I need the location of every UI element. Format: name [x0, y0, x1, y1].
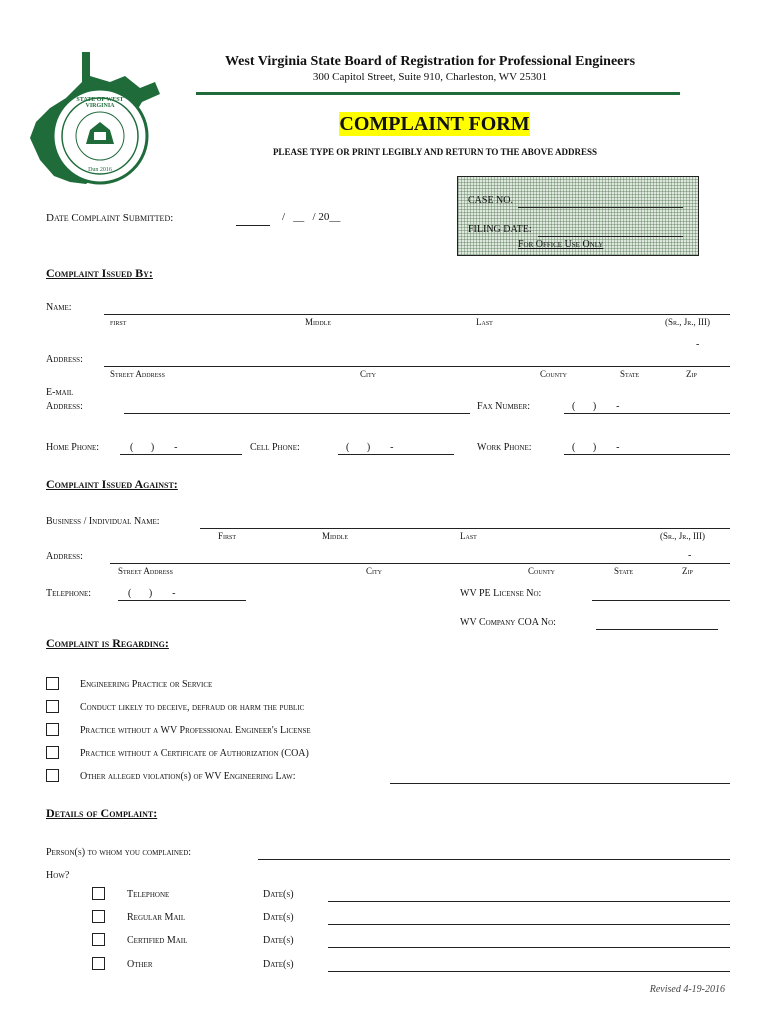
against-state-sub: State: [614, 566, 634, 576]
office-use-label: For Office Use Only: [518, 239, 604, 250]
email-line[interactable]: [124, 413, 470, 414]
against-city-sub: City: [366, 566, 382, 576]
fax-label: Fax Number:: [477, 401, 531, 412]
regarding-checkbox-coa[interactable]: [46, 746, 59, 759]
method-certified-mail: Certified Mail: [127, 935, 188, 946]
against-middle-sub: Middle: [322, 531, 348, 541]
dates-line-certified-mail[interactable]: [328, 947, 730, 948]
home-phone-line[interactable]: [120, 454, 242, 455]
name-first-sub: first: [110, 317, 127, 327]
persons-label: Person(s) to whom you complained:: [46, 847, 192, 858]
work-phone-format: ( ) -: [572, 442, 620, 453]
dates-line-other[interactable]: [328, 971, 730, 972]
name-line[interactable]: [104, 314, 730, 315]
method-checkbox-other[interactable]: [92, 957, 105, 970]
coa-label: WV Company COA No:: [460, 617, 556, 628]
regarding-option-other: Other alleged violation(s) of WV Engineering Law:: [80, 771, 296, 782]
how-label: How?: [46, 870, 70, 881]
office-use-box: [457, 176, 699, 256]
dates-label-certified-mail: Date(s): [263, 935, 294, 946]
email-label-1: E-mail: [46, 387, 74, 398]
regarding-checkbox-other[interactable]: [46, 769, 59, 782]
dates-line-regular-mail[interactable]: [328, 924, 730, 925]
address-label: Address:: [46, 354, 83, 365]
date-month-line[interactable]: [236, 225, 270, 226]
regarding-option-conduct: Conduct likely to deceive, defraud or harm the public: [80, 702, 305, 713]
coa-line[interactable]: [596, 629, 718, 630]
case-no-label: CASE NO.: [468, 195, 514, 206]
address-street-sub: Street Address: [110, 369, 165, 379]
email-label-2: Address:: [46, 401, 83, 412]
issued-against-heading: Complaint Issued Against:: [46, 477, 178, 491]
header-rule: [196, 92, 680, 95]
against-dash: -: [688, 550, 692, 561]
regarding-heading: Complaint is Regarding:: [46, 636, 169, 650]
address-zip-sub: Zip: [686, 369, 697, 379]
telephone-label: Telephone:: [46, 588, 92, 599]
case-no-line[interactable]: [518, 207, 683, 208]
name-dash: -: [696, 339, 700, 350]
seal-text: STATE OF WEST VIRGINIA: [76, 97, 124, 109]
address-county-sub: County: [540, 369, 567, 379]
regarding-option-engineering: Engineering Practice or Service: [80, 679, 213, 690]
home-phone-label: Home Phone:: [46, 442, 100, 453]
address-state-sub: State: [620, 369, 640, 379]
name-suffix-sub: (Sr., Jr., III): [665, 317, 710, 327]
method-other: Other: [127, 959, 153, 970]
cell-phone-line[interactable]: [338, 454, 454, 455]
regarding-checkbox-pe-license[interactable]: [46, 723, 59, 736]
persons-line[interactable]: [258, 859, 730, 860]
against-suffix-sub: (Sr., Jr., III): [660, 531, 705, 541]
regarding-checkbox-conduct[interactable]: [46, 700, 59, 713]
dates-label-other: Date(s): [263, 959, 294, 970]
fax-line[interactable]: [564, 413, 730, 414]
revised-date: Revised 4-19-2016: [649, 984, 725, 995]
regarding-option-pe-license: Practice without a WV Professional Engineer's License: [80, 725, 311, 736]
date-format: / __ / 20__: [282, 211, 341, 223]
name-label: Name:: [46, 302, 72, 313]
regarding-option-coa: Practice without a Certificate of Authorization (COA): [80, 748, 309, 759]
details-heading: Details of Complaint:: [46, 806, 158, 820]
against-zip-sub: Zip: [682, 566, 693, 576]
filing-date-line[interactable]: [538, 236, 683, 237]
dates-label-regular-mail: Date(s): [263, 912, 294, 923]
name-middle-sub: Middle: [305, 317, 331, 327]
fax-format: ( ) -: [572, 401, 620, 412]
form-title: [339, 112, 530, 136]
dates-label-telephone: Date(s): [263, 889, 294, 900]
home-phone-format: ( ) -: [130, 442, 178, 453]
cell-phone-format: ( ) -: [346, 442, 394, 453]
telephone-line[interactable]: [118, 600, 246, 601]
address-city-sub: City: [360, 369, 376, 379]
against-last-sub: Last: [460, 531, 477, 541]
filing-date-label: FILING DATE:: [468, 224, 532, 235]
date-submitted-label: Date Complaint Submitted:: [46, 212, 174, 224]
pe-license-label: WV PE License No:: [460, 588, 542, 599]
method-checkbox-regular-mail[interactable]: [92, 910, 105, 923]
pe-license-line[interactable]: [592, 600, 730, 601]
dates-line-telephone[interactable]: [328, 901, 730, 902]
instructions: PLEASE TYPE OR PRINT LEGIBLY AND RETURN TO THE ABOVE ADDRESS: [272, 147, 598, 157]
seal-bottom-text: Dun 2016: [88, 167, 112, 173]
regarding-checkbox-engineering[interactable]: [46, 677, 59, 690]
cell-phone-label: Cell Phone:: [250, 442, 300, 453]
method-checkbox-telephone[interactable]: [92, 887, 105, 900]
issued-by-heading: Complaint Issued By:: [46, 266, 153, 280]
address-line[interactable]: [104, 366, 730, 367]
form-title-text: COMPLAINT FORM: [339, 113, 530, 135]
method-telephone: Telephone: [127, 889, 170, 900]
wv-seal-logo: [30, 52, 170, 190]
against-street-sub: Street Address: [118, 566, 173, 576]
business-name-line[interactable]: [200, 528, 730, 529]
against-address-label: Address:: [46, 551, 83, 562]
telephone-format: ( ) -: [128, 588, 176, 599]
against-county-sub: County: [528, 566, 555, 576]
other-violation-line[interactable]: [390, 783, 730, 784]
name-last-sub: Last: [476, 317, 493, 327]
against-address-line[interactable]: [110, 563, 730, 564]
method-checkbox-certified-mail[interactable]: [92, 933, 105, 946]
board-address: 300 Capitol Street, Suite 910, Charleston, WV 25301: [312, 71, 548, 83]
against-first-sub: First: [218, 531, 237, 541]
board-name: West Virginia State Board of Registration for Professional Engineers: [224, 54, 636, 69]
work-phone-label: Work Phone:: [477, 442, 532, 453]
method-regular-mail: Regular Mail: [127, 912, 186, 923]
work-phone-line[interactable]: [564, 454, 730, 455]
business-name-label: Business / Individual Name:: [46, 516, 160, 527]
